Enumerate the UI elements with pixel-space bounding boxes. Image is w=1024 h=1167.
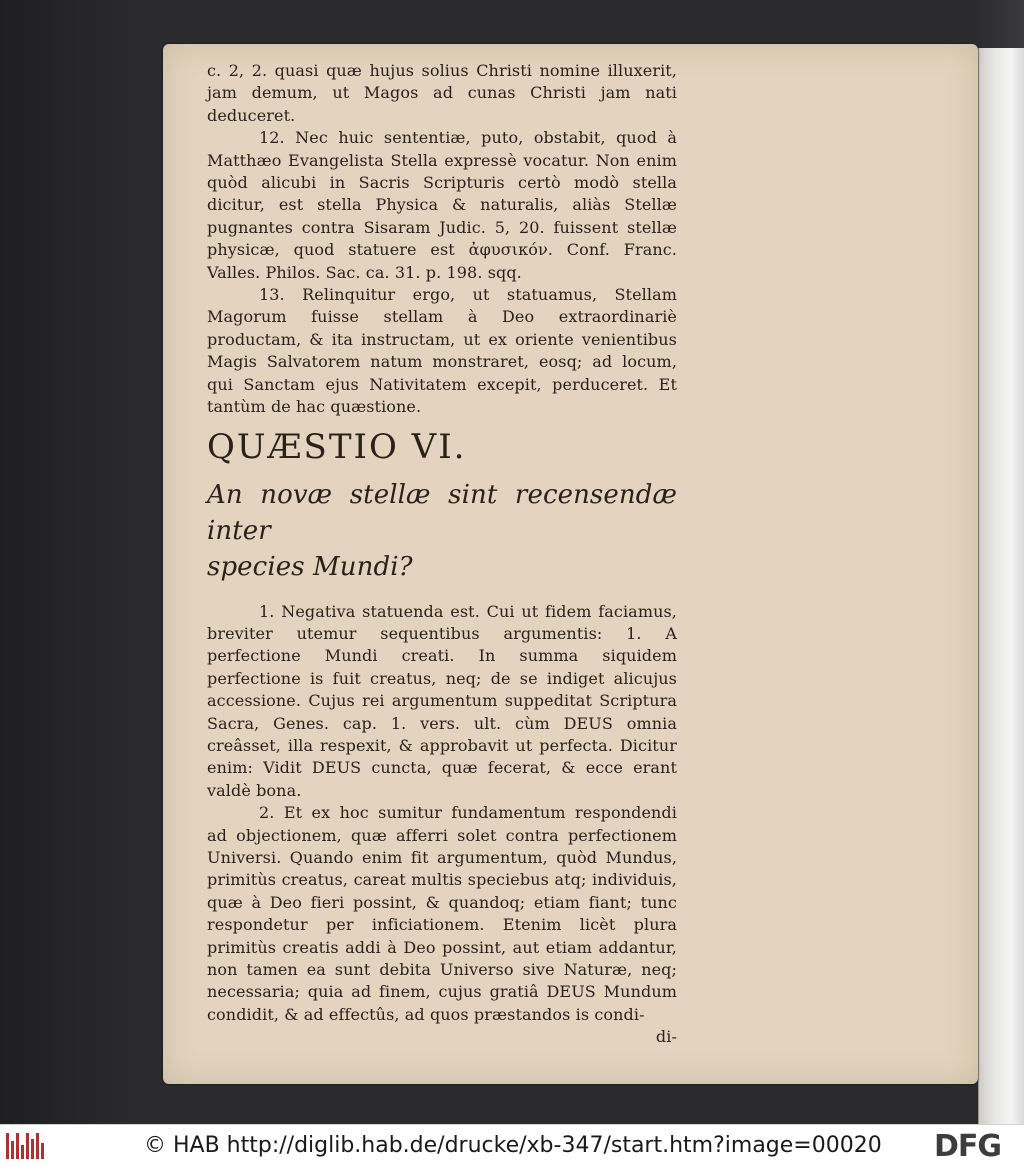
dfg-logo: DFG [934,1129,1002,1164]
paragraph-2: 2. Et ex hoc sumitur fundamentum respondendi ad objectionem, quæ afferri solet contra perfectionem Universi. Quando enim fit argumentum, quòd Mundus, primitùs creatus, careat multis speciebus atq; individuis, quæ à Deo fieri possint, & quandoq; etiam fiant; tunc respondetur per inficiationem. Etenim licèt plura primitùs creatis addi à Deo possint, aut etiam addantur, non tamen ea sunt debita Universo sive Naturæ, neq; necessaria; quia ad finem, cujus gratiâ DEUS Mundum condidit, & ad effectûs, ad quos præstandos is condi- [207,803,677,1024]
subheading-line-2: species Mundi? [207,551,413,582]
catchword: di- [655,1027,677,1047]
page-edge [978,48,1024,1128]
paragraph-13: 13. Relinquitur ergo, ut statuamus, Stellam Magorum fuisse stellam à Deo extraordinariè productam, & ita instructam, ut ex oriente venientibus Magis Salvatorem natum monstraret, eosq; ad locum, qui Sanctam ejus Nativitatem excepit, perduceret. Et tantùm de hac quæstione. [207,285,677,417]
subheading-line-1: An novæ stellæ sint recensendæ inter [207,479,677,546]
hab-logo-icon [6,1133,46,1159]
paragraph-1: 1. Negativa statuenda est. Cui ut fidem faciamus, breviter utemur sequentibus argumentis: 1. A perfectione Mundi creati. In summa siquidem perfectione is fuit creatus, neq; de se indiget alicujus accessione. Cujus rei argumentum suppeditat Scriptura Sacra, Genes. cap. 1. vers. ult. cùm DEUS omnia creâsset, illa respexit, & approbavit ut perfecta. Dicitur enim: Vidit DEUS cuncta, quæ fecerat, & ecce erant valdè bona. [207,601,677,800]
paragraph-12: 12. Nec huic sententiæ, puto, obstabit, quod à Matthæo Evangelista Stella expressè vocatur. Non enim quòd alicubi in Sacris Scripturis certò modò stella dicitur, est stella Physica & naturalis, aliàs Stellæ pugnantes contra Sisaram Judic. 5, 20. fuissent stellæ physicæ, quod statuere est ἀφυσικόν. Conf. Franc. Valles. Philos. Sac. ca. 31. p. 198. sqq. [207,128,677,282]
section-subheading [207,477,677,585]
section-heading: QUÆSTIO VI. [207,426,467,467]
footer-bar [0,1124,1024,1167]
page-text [207,60,677,1049]
paragraph-top: c. 2, 2. quasi quæ hujus solius Christi nomine illuxerit, jam demum, ut Magos ad cunas Christi jam nati deduceret. [207,61,677,125]
footer-copyright-link[interactable]: © HAB http://diglib.hab.de/drucke/xb-347/start.htm?image=00020 [144,1133,882,1158]
